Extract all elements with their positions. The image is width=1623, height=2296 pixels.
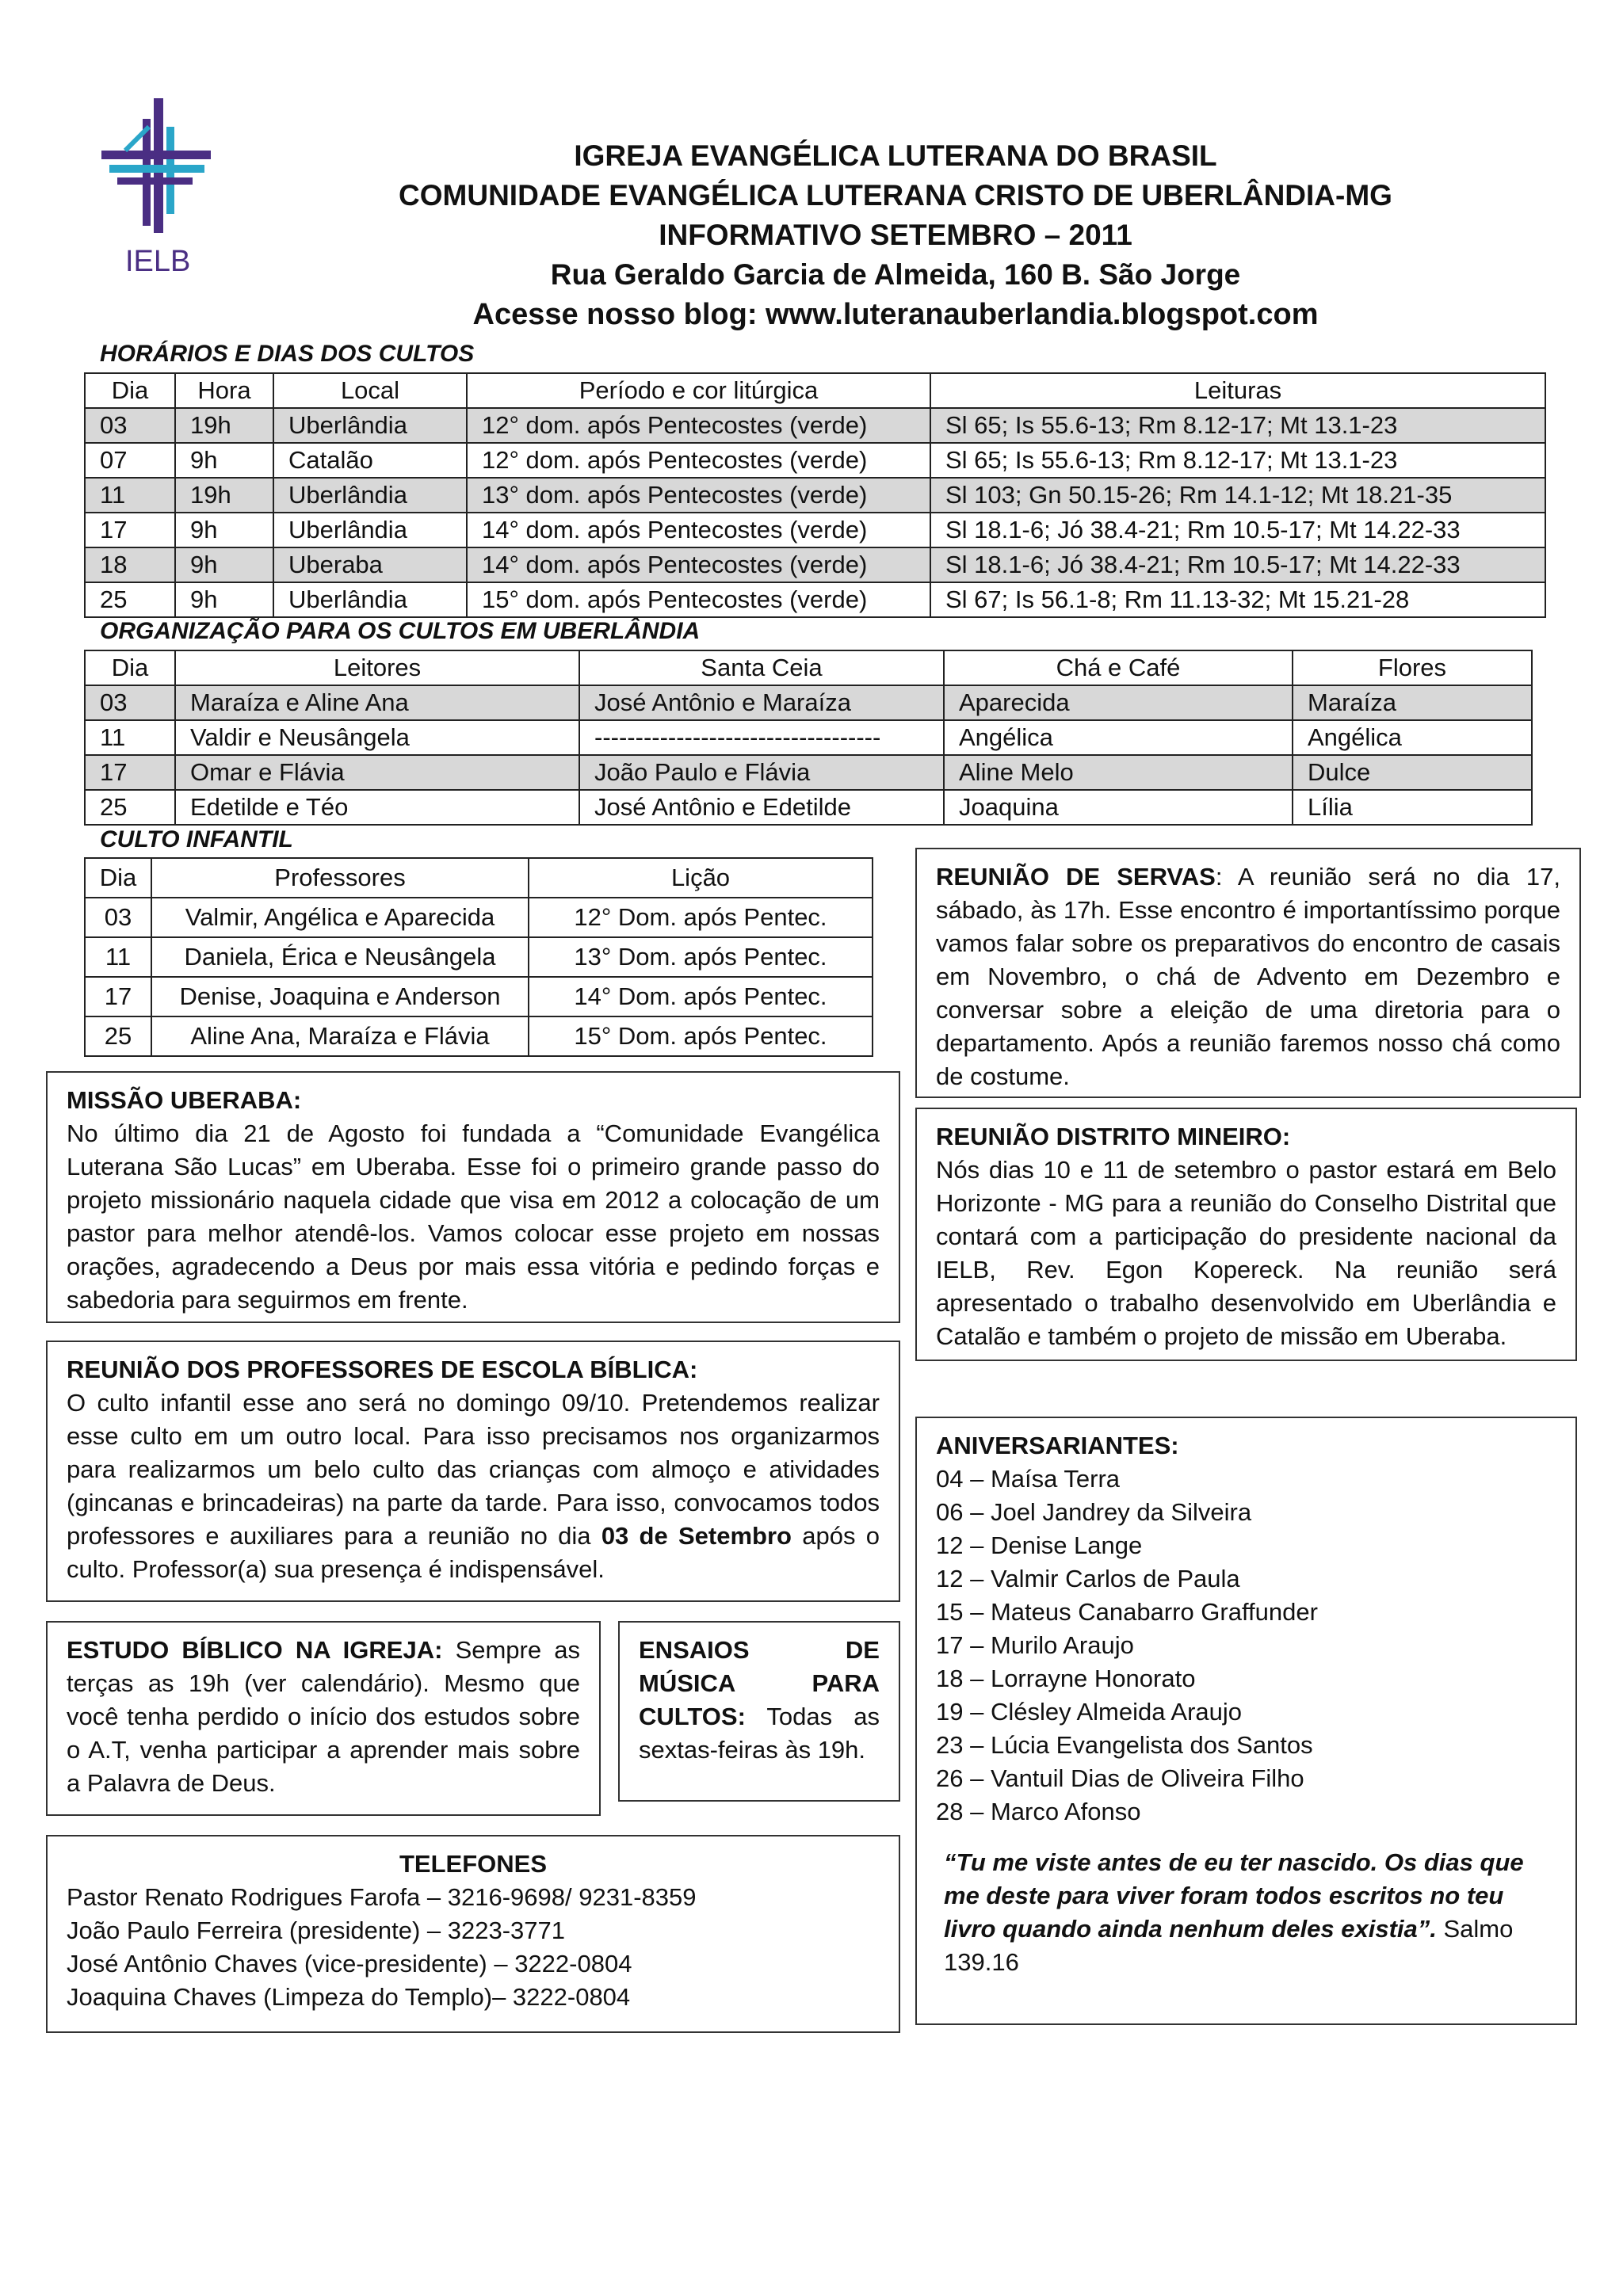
- table-cell: 12° dom. após Pentecostes (verde): [467, 408, 930, 443]
- header-line2: COMUNIDADE EVANGÉLICA LUTERANA CRISTO DE UBERLÂNDIA-MG: [399, 179, 1392, 212]
- ensaios-text: Todas as sextas-feiras às 19h.: [639, 1703, 880, 1764]
- table-cell: Dulce: [1293, 755, 1532, 790]
- table-cell: Daniela, Érica e Neusângela: [151, 937, 529, 977]
- table-cell: Denise, Joaquina e Anderson: [151, 977, 529, 1016]
- missao-text: No último dia 21 de Agosto foi fundada a “Comunidade Evangélica Luterana São Lucas” em Uberaba. Esse foi o primeiro grande passo do projeto missionário naquela cidade que visa em 2012 a colocação de um pastor para melhor atendê-los. Vamos colocar esse projeto em nossas orações, agradecendo a Deus por mais essa vitória e pedindo forças e sabedoria para seguirmos em frente.: [67, 1119, 880, 1314]
- table-cell: 25: [85, 790, 175, 825]
- table-header-cell: Dia: [85, 373, 175, 408]
- list-item: 19 – Clésley Almeida Araujo: [936, 1698, 1243, 1726]
- table-cell: 9h: [175, 582, 273, 617]
- telefones-box: [46, 1835, 900, 2033]
- table-cell: 12° Dom. após Pentec.: [529, 898, 873, 937]
- table-header-cell: Período e cor litúrgica: [467, 373, 930, 408]
- list-item: 18 – Lorrayne Honorato: [936, 1665, 1196, 1692]
- table-row: [85, 513, 1545, 547]
- ielb-logo: [94, 95, 220, 285]
- telefones-title: TELEFONES: [399, 1850, 547, 1878]
- table-cell: 9h: [175, 513, 273, 547]
- servas-title: REUNIÃO DE SERVAS: [936, 863, 1216, 891]
- list-item: João Paulo Ferreira (presidente) – 3223-3771: [67, 1917, 565, 1944]
- table-cell: Lília: [1293, 790, 1532, 825]
- aniversariantes-box: [915, 1417, 1577, 2025]
- table-header-cell: Chá e Café: [944, 650, 1293, 685]
- table-row: [85, 720, 1532, 755]
- table-cell: Sl 18.1-6; Jó 38.4-21; Rm 10.5-17; Mt 14.22-33: [930, 547, 1545, 582]
- table-header-cell: Dia: [85, 858, 151, 898]
- table-row: [85, 755, 1532, 790]
- table-cell: Uberlândia: [273, 408, 467, 443]
- table-header-row: [85, 650, 1532, 685]
- table-cell: 15° dom. após Pentecostes (verde): [467, 582, 930, 617]
- table-cell: 25: [85, 1016, 151, 1056]
- header-line3: INFORMATIVO SETEMBRO – 2011: [659, 219, 1132, 251]
- culto-infantil-table: [84, 857, 873, 1057]
- list-item: Joaquina Chaves (Limpeza do Templo)– 3222-0804: [67, 1983, 631, 2011]
- ensaios-title: ENSAIOS DE MÚSICA PARA CULTOS:: [639, 1636, 880, 1730]
- header-line4: Rua Geraldo Garcia de Almeida, 160 B. São Jorge: [550, 258, 1241, 291]
- table-cell: Maraíza e Aline Ana: [175, 685, 579, 720]
- list-item: 06 – Joel Jandrey da Silveira: [936, 1498, 1252, 1526]
- list-item: Pastor Renato Rodrigues Farofa – 3216-9698/ 9231-8359: [67, 1883, 697, 1911]
- table-row: [85, 547, 1545, 582]
- table-cell: -----------------------------------: [579, 720, 944, 755]
- list-item: 28 – Marco Afonso: [936, 1798, 1141, 1825]
- list-item: 26 – Vantuil Dias de Oliveira Filho: [936, 1764, 1304, 1792]
- table-cell: Aline Melo: [944, 755, 1293, 790]
- quote-ref: Salmo 139.16: [944, 1915, 1514, 1976]
- table-cell: 9h: [175, 443, 273, 478]
- list-item: 04 – Maísa Terra: [936, 1465, 1121, 1493]
- culto-infantil-title: CULTO INFANTIL: [100, 826, 293, 852]
- table-cell: 14° dom. após Pentecostes (verde): [467, 547, 930, 582]
- list-item: 12 – Denise Lange: [936, 1531, 1143, 1559]
- table-cell: 18: [85, 547, 175, 582]
- table-cell: Maraíza: [1293, 685, 1532, 720]
- table-row: [85, 790, 1532, 825]
- table-header-cell: Lição: [529, 858, 873, 898]
- table-row: [85, 443, 1545, 478]
- servas-box: [915, 848, 1581, 1098]
- table-cell: Valmir, Angélica e Aparecida: [151, 898, 529, 937]
- table-cell: Catalão: [273, 443, 467, 478]
- distrito-text: Nós dias 10 e 11 de setembro o pastor estará em Belo Horizonte - MG para a reunião do Conselho Distrital que contará com a participação do presidente nacional da IELB, Rev. Egon Kopereck. Na reunião será apresentado o trabalho desenvolvido em Uberlândia e Catalão e também o projeto de missão em Uberaba.: [936, 1156, 1556, 1350]
- ensaios-box: [618, 1621, 900, 1802]
- list-item: José Antônio Chaves (vice-presidente) – 3222-0804: [67, 1950, 632, 1978]
- table-cell: 11: [85, 937, 151, 977]
- table-cell: 9h: [175, 547, 273, 582]
- table-cell: José Antônio e Maraíza: [579, 685, 944, 720]
- header-blog: Acesse nosso blog: www.luteranauberlandia.blogspot.com: [472, 298, 1319, 331]
- table-row: [85, 685, 1532, 720]
- horarios-table: [84, 372, 1546, 618]
- table-row: [85, 408, 1545, 443]
- table-cell: João Paulo e Flávia: [579, 755, 944, 790]
- table-cell: José Antônio e Edetilde: [579, 790, 944, 825]
- quote-text: “Tu me viste antes de eu ter nascido. Os dias que me deste para viver foram todos escritos no teu livro quando ainda nenhum deles existia”.: [944, 1848, 1524, 1943]
- professores-box: [46, 1341, 900, 1602]
- table-row: [85, 977, 873, 1016]
- table-cell: Sl 67; Is 56.1-8; Rm 11.13-32; Mt 15.21-28: [930, 582, 1545, 617]
- list-item: 15 – Mateus Canabarro Graffunder: [936, 1598, 1318, 1626]
- table-cell: 17: [85, 755, 175, 790]
- table-cell: Uberlândia: [273, 513, 467, 547]
- horarios-title: HORÁRIOS E DIAS DOS CULTOS: [100, 341, 475, 367]
- estudo-text: Sempre as terças as 19h (ver calendário). Mesmo que você tenha perdido o início dos estudos sobre o A.T, venha participar a aprender mais sobre a Palavra de Deus.: [67, 1636, 580, 1797]
- table-header-row: [85, 858, 873, 898]
- missao-box: [46, 1071, 900, 1323]
- professores-title: REUNIÃO DOS PROFESSORES DE ESCOLA BÍBLICA:: [67, 1356, 698, 1383]
- table-row: [85, 478, 1545, 513]
- table-cell: Omar e Flávia: [175, 755, 579, 790]
- table-cell: 12° dom. após Pentecostes (verde): [467, 443, 930, 478]
- table-header-row: [85, 373, 1545, 408]
- table-cell: 14° Dom. após Pentec.: [529, 977, 873, 1016]
- table-cell: Angélica: [1293, 720, 1532, 755]
- table-row: [85, 1016, 873, 1056]
- professores-text: O culto infantil esse ano será no domingo 09/10. Pretendemos realizar esse culto em um outro local. Para isso precisamos nos organizarmos para realizarmos um belo culto das crianças com almoço e atividades (gincanas e brincadeiras) na parte da tarde. Para isso, convocamos todos professores e auxiliares para a reunião no dia 03 de Setembro após o culto. Professor(a) sua presença é indispensável.: [67, 1389, 880, 1583]
- table-cell: 19h: [175, 408, 273, 443]
- table-cell: Joaquina: [944, 790, 1293, 825]
- table-cell: 19h: [175, 478, 273, 513]
- table-cell: 03: [85, 685, 175, 720]
- list-item: 17 – Murilo Araujo: [936, 1631, 1134, 1659]
- cross-logo-icon: [94, 95, 220, 285]
- table-cell: 11: [85, 478, 175, 513]
- table-cell: Valdir e Neusângela: [175, 720, 579, 755]
- estudo-title: ESTUDO BÍBLICO NA IGREJA:: [67, 1636, 443, 1664]
- servas-text: : A reunião será no dia 17, sábado, às 17h. Esse encontro é importantíssimo porque vamos falar sobre os preparativos do encontro de casais em Novembro, o chá de Advento em Dezembro e conversar sobre a eleição de uma diretoria para o departamento. Após a reunião faremos nosso chá como de costume.: [936, 863, 1560, 1090]
- table-header-cell: Professores: [151, 858, 529, 898]
- table-header-cell: Hora: [175, 373, 273, 408]
- table-cell: 17: [85, 513, 175, 547]
- table-cell: Aline Ana, Maraíza e Flávia: [151, 1016, 529, 1056]
- estudo-box: [46, 1621, 601, 1816]
- table-cell: Uberlândia: [273, 582, 467, 617]
- organizacao-title: ORGANIZAÇÃO PARA OS CULTOS EM UBERLÂNDIA: [100, 618, 701, 644]
- table-header-cell: Local: [273, 373, 467, 408]
- table-cell: 14° dom. após Pentecostes (verde): [467, 513, 930, 547]
- table-cell: 17: [85, 977, 151, 1016]
- organizacao-table: [84, 650, 1533, 826]
- table-cell: Edetilde e Téo: [175, 790, 579, 825]
- table-cell: 25: [85, 582, 175, 617]
- table-cell: Uberaba: [273, 547, 467, 582]
- missao-title: MISSÃO UBERABA:: [67, 1086, 302, 1114]
- table-cell: 03: [85, 898, 151, 937]
- table-cell: 03: [85, 408, 175, 443]
- logo-text: IELB: [125, 245, 191, 278]
- table-cell: Aparecida: [944, 685, 1293, 720]
- table-cell: 13° dom. após Pentecostes (verde): [467, 478, 930, 513]
- table-header-cell: Leituras: [930, 373, 1545, 408]
- table-cell: Sl 103; Gn 50.15-26; Rm 14.1-12; Mt 18.21-35: [930, 478, 1545, 513]
- table-cell: 07: [85, 443, 175, 478]
- aniversariantes-title: ANIVERSARIANTES:: [936, 1432, 1179, 1459]
- header-line1: IGREJA EVANGÉLICA LUTERANA DO BRASIL: [574, 139, 1217, 172]
- distrito-title: REUNIÃO DISTRITO MINEIRO:: [936, 1123, 1291, 1150]
- document-header: [262, 136, 1529, 334]
- table-header-cell: Flores: [1293, 650, 1532, 685]
- table-header-cell: Dia: [85, 650, 175, 685]
- list-item: 23 – Lúcia Evangelista dos Santos: [936, 1731, 1313, 1759]
- table-cell: 13° Dom. após Pentec.: [529, 937, 873, 977]
- table-cell: 11: [85, 720, 175, 755]
- table-cell: 15° Dom. após Pentec.: [529, 1016, 873, 1056]
- table-row: [85, 937, 873, 977]
- aniversariantes-list: [936, 1463, 1556, 1829]
- table-header-cell: Leitores: [175, 650, 579, 685]
- table-cell: Uberlândia: [273, 478, 467, 513]
- table-row: [85, 898, 873, 937]
- telefones-list: [67, 1881, 880, 2014]
- table-cell: Sl 18.1-6; Jó 38.4-21; Rm 10.5-17; Mt 14.22-33: [930, 513, 1545, 547]
- table-row: [85, 582, 1545, 617]
- distrito-box: [915, 1108, 1577, 1361]
- table-cell: Angélica: [944, 720, 1293, 755]
- bible-quote: [936, 1846, 1556, 1979]
- table-cell: Sl 65; Is 55.6-13; Rm 8.12-17; Mt 13.1-23: [930, 443, 1545, 478]
- table-header-cell: Santa Ceia: [579, 650, 944, 685]
- table-cell: Sl 65; Is 55.6-13; Rm 8.12-17; Mt 13.1-23: [930, 408, 1545, 443]
- list-item: 12 – Valmir Carlos de Paula: [936, 1565, 1240, 1592]
